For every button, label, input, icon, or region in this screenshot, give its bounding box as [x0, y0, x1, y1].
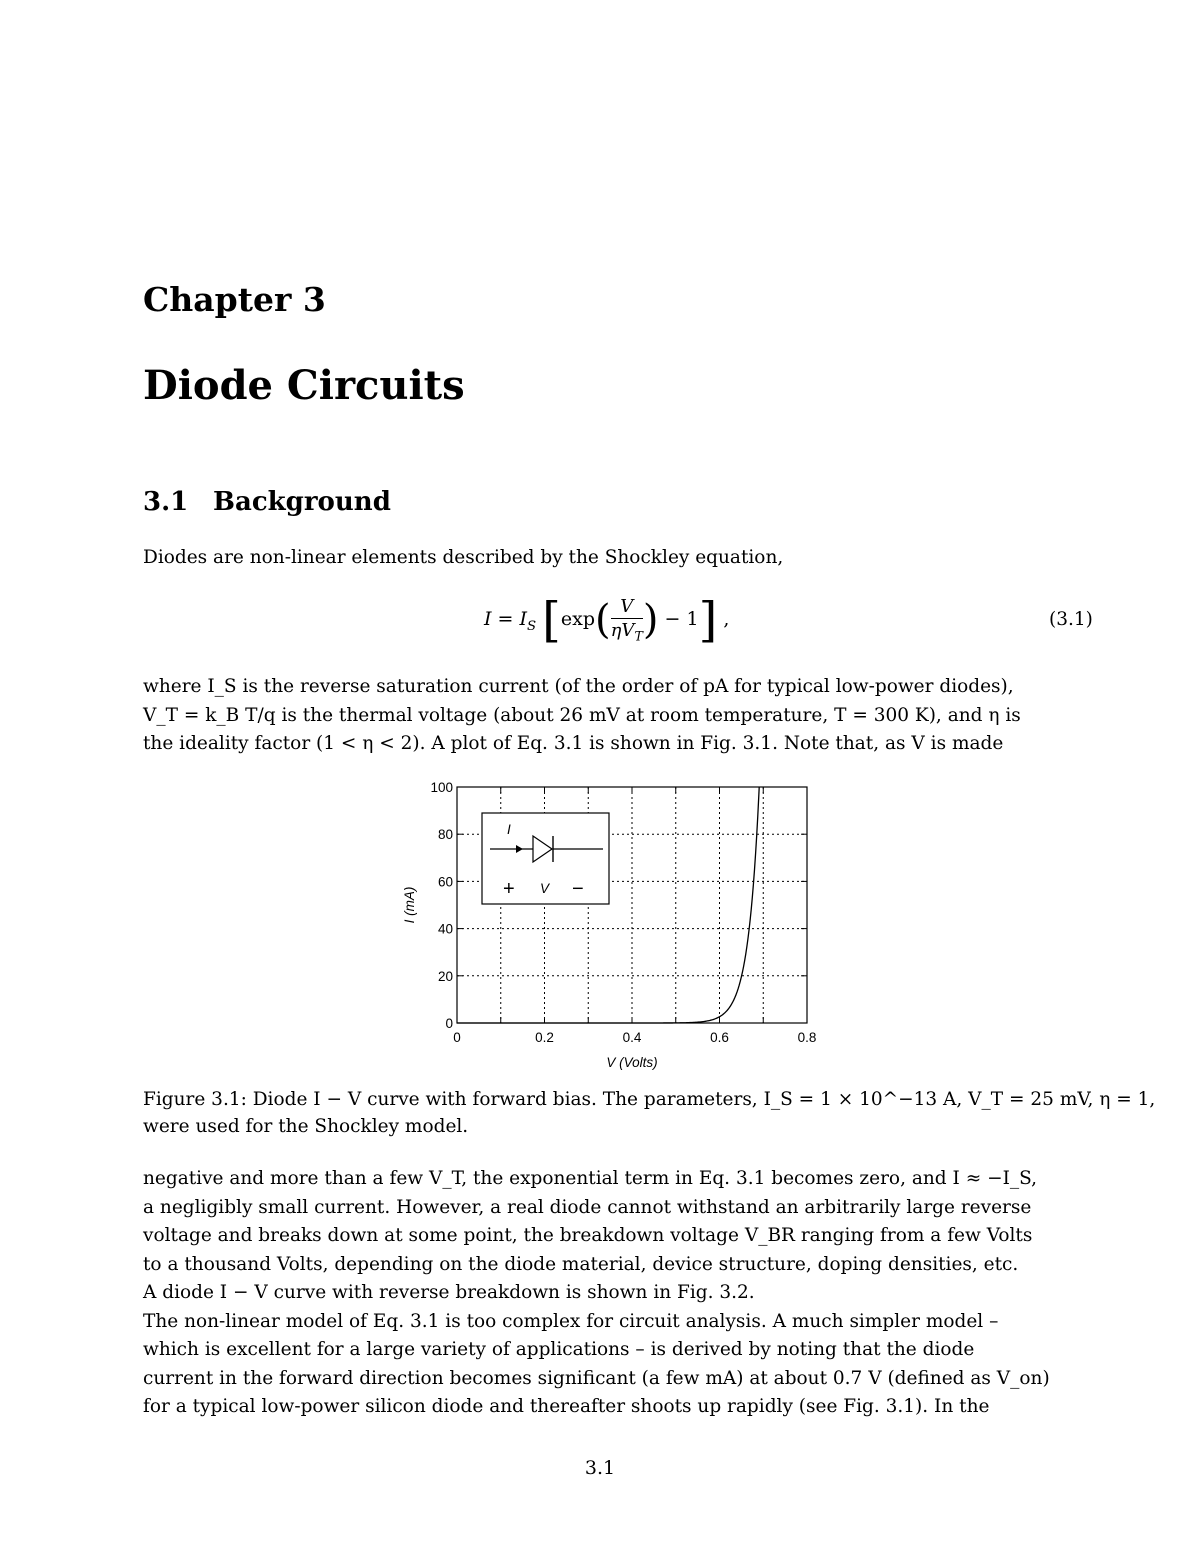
y-tick-label: 60 — [437, 874, 453, 890]
left-bracket-glyph: [ — [542, 592, 561, 648]
text-line: current in the forward direction becomes significant (a few mA) at about 0.7 V (defined as V_on) — [143, 1367, 1050, 1389]
text-line: which is excellent for a large variety of applications – is derived by noting that the diode — [143, 1339, 975, 1360]
caption-line: Figure 3.1: Diode I − V curve with forward bias. The parameters, I_S = 1 × 10^−13 A, V_T = 25 mV, η = 1, — [143, 1089, 1156, 1110]
text-line: A diode I − V curve with reverse breakdown is shown in Fig. 3.2. — [143, 1282, 755, 1303]
x-axis-label: V (Volts) — [606, 1055, 658, 1070]
paragraph-continued — [143, 1165, 1103, 1422]
section-title: Background — [213, 487, 391, 517]
equation-tail: − 1 — [664, 608, 699, 630]
inset-voltage-label: V — [540, 881, 550, 896]
section-heading — [143, 487, 391, 517]
circuit-inset — [482, 813, 609, 904]
text-line: voltage and breaks down at some point, the breakdown voltage V_BR ranging from a few Volts — [143, 1225, 1033, 1246]
text-line: V_T = k_B T/q is the thermal voltage (about 26 mV at room temperature, T = 300 K), and η is — [143, 704, 1021, 726]
equation-exp: exp — [560, 608, 596, 630]
equation-denominator-main: ηV — [610, 620, 635, 642]
inset-current-label: I — [507, 822, 511, 837]
equation-lhs: I = I — [484, 608, 528, 630]
equation-denominator — [611, 619, 643, 644]
inset-plus: + — [503, 878, 515, 900]
y-tick-label: 80 — [437, 827, 453, 843]
page-number: 3.1 — [584, 1457, 616, 1479]
text-line: to a thousand Volts, depending on the diode material, device structure, doping densities, etc. — [143, 1253, 1019, 1275]
text-line: for a typical low-power silicon diode and thereafter shoots up rapidly (see Fig. 3.1). In the — [143, 1396, 990, 1417]
y-axis-label: I (mA) — [402, 886, 417, 924]
equation-trail: , — [723, 608, 730, 630]
y-tick-label: 20 — [437, 968, 453, 984]
iv-curve-chart — [390, 780, 840, 1080]
equation-lhs-sub: S — [527, 618, 537, 634]
right-paren-glyph: ) — [642, 597, 659, 643]
figure-3-1 — [390, 780, 840, 1080]
inset-minus: − — [572, 878, 584, 900]
paragraph-after-equation — [143, 673, 1103, 759]
caption-line: were used for the Shockley model. — [143, 1116, 469, 1137]
left-paren-glyph: ( — [595, 597, 611, 643]
chapter-title: Diode Circuits — [143, 362, 465, 409]
x-tick-label: 0 — [453, 1030, 461, 1045]
x-tick-label: 0.2 — [535, 1030, 554, 1045]
figure-caption — [143, 1086, 1156, 1140]
right-bracket-glyph: ] — [698, 592, 718, 648]
x-tick-label: 0.6 — [710, 1030, 729, 1045]
section-number: 3.1 — [143, 487, 189, 517]
y-tick-label: 100 — [430, 780, 453, 795]
text-line: a negligibly small current. However, a real diode cannot withstand an arbitrarily large reverse — [143, 1196, 1032, 1218]
text-line: the ideality factor (1 < η < 2). A plot of Eq. 3.1 is shown in Fig. 3.1. Note that, as V is made — [143, 733, 1004, 754]
equation-denominator-sub: T — [634, 628, 643, 644]
equation-number: (3.1) — [1049, 609, 1093, 630]
y-tick-label: 40 — [437, 921, 453, 937]
chapter-label: Chapter 3 — [143, 280, 326, 319]
text-line: where I_S is the reverse saturation current (of the order of pA for typical low-power diodes), — [143, 676, 1014, 697]
text-line: negative and more than a few V_T, the exponential term in Eq. 3.1 becomes zero, and I ≈ −I_S, — [143, 1168, 1038, 1189]
text-line: The non-linear model of Eq. 3.1 is too complex for circuit analysis. A much simpler model – — [143, 1310, 999, 1332]
x-tick-label: 0.8 — [797, 1030, 817, 1045]
shockley-equation — [484, 592, 729, 648]
intro-line: Diodes are non-linear elements described by the Shockley equation, — [143, 547, 784, 568]
equation-numerator: V — [611, 596, 643, 619]
equation-fraction — [611, 596, 643, 644]
intro-paragraph — [143, 544, 1103, 573]
x-tick-label: 0.4 — [622, 1030, 642, 1045]
y-tick-label: 0 — [445, 1016, 453, 1031]
